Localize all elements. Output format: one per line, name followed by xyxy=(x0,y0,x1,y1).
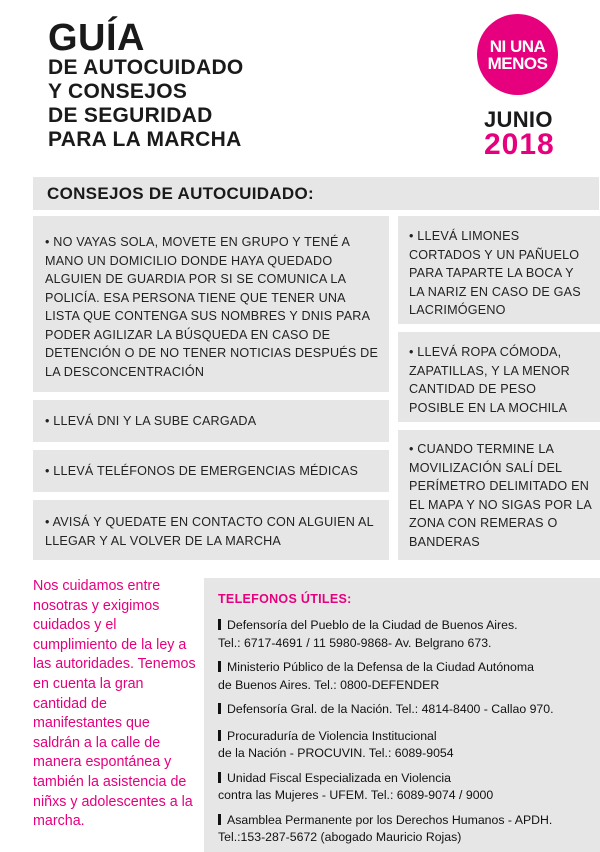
phone-item xyxy=(218,728,588,763)
page-title: GUÍA xyxy=(48,17,145,59)
phone-item-line-2: de la Nación - PROCUVIN. Tel.: 6089-9054 xyxy=(218,746,454,760)
tip-text: • LLEVÁ DNI Y LA SUBE CARGADA xyxy=(45,414,257,428)
tip-text: • AVISÁ Y QUEDATE EN CONTACTO CON ALGUIEN AL LLEGAR Y AL VOLVER DE LA MARCHA xyxy=(45,515,374,548)
subtitle-line-2: Y CONSEJOS xyxy=(48,80,188,103)
phone-item-line-2: contra las Mujeres - UFEM. Tel.: 6089-9074 / 9000 xyxy=(218,788,494,802)
phone-item-line-1: Defensoría Gral. de la Nación. Tel.: 4814-8400 - Callao 970. xyxy=(227,702,554,716)
tip-text: • NO VAYAS SOLA, MOVETE EN GRUPO Y TENÉ A MANO UN DOMICILIO DONDE HAYA QUEDADO ALGUIEN DE GUARDIA POR SI SE COMUNICA LA POLICÍA. ESA PERSONA TIENE QUE TENER UNA LISTA QUE CONTENGA SUS NOMBRES Y DNIS PARA PODER AGILIZAR LA BÚSQUEDA EN CASO DE DETENCIÓN O DE NO TENER NOTICIAS DESPUÉS DE LA DESCONCENTRACIÓN xyxy=(45,235,379,379)
title-block xyxy=(48,17,244,152)
subtitle-line-3: DE SEGURIDAD xyxy=(48,104,213,127)
statement-text: Nos cuidamos entre nosotras y exigimos cuidados y el cumplimiento de la ley a las autoridades. Tenemos en cuenta la gran cantidad de manifestantes que saldrán a la calle de manera espontánea y también la asistencia de niñxs y adolescentes a la marcha. xyxy=(33,578,196,830)
phone-item-line-2: Tel.: 6717-4691 / 11 5980-9868- Av. Belgrano 673. xyxy=(218,635,492,650)
phone-item xyxy=(218,659,588,694)
logo-line-1: NI UNA xyxy=(489,36,546,56)
date-month: JUNIO xyxy=(484,107,553,132)
bullet-icon xyxy=(218,703,221,714)
phone-item xyxy=(218,701,588,719)
tip-text: • CUANDO TERMINE LA MOVILIZACIÓN SALÍ DEL PERÍMETRO DELIMITADO EN EL MAPA Y NO SIGAS POR LA ZONA CON REMERAS O BANDERAS xyxy=(409,442,592,549)
tip-card-left-1 xyxy=(33,216,389,392)
subtitle-line-1: DE AUTOCUIDADO xyxy=(48,56,244,79)
tip-card-right-1 xyxy=(398,216,600,324)
ni-una-menos-logo xyxy=(477,14,558,95)
tip-card-right-2 xyxy=(398,332,600,422)
phone-item xyxy=(218,617,588,652)
tip-card-left-2 xyxy=(33,400,389,442)
phones-box xyxy=(204,578,600,852)
bullet-icon xyxy=(218,772,221,783)
bullet-icon xyxy=(218,661,221,672)
subtitle-line-4: PARA LA MARCHA xyxy=(48,128,242,151)
date-year: 2018 xyxy=(484,128,555,161)
phone-item-line-1: Unidad Fiscal Especializada en Violencia xyxy=(227,770,451,785)
logo-line-2: MENOS xyxy=(487,53,548,73)
phone-item-line-1: Asamblea Permanente por los Derechos Humanos - APDH. xyxy=(227,812,553,827)
tip-card-left-3 xyxy=(33,450,389,492)
phone-item-line-1: Defensoría del Pueblo de la Ciudad de Buenos Aires. xyxy=(227,618,518,632)
bullet-icon xyxy=(218,619,221,630)
phone-item xyxy=(218,770,588,805)
tip-text: • LLEVÁ TELÉFONOS DE EMERGENCIAS MÉDICAS xyxy=(45,464,359,478)
tip-card-left-4 xyxy=(33,500,389,560)
tip-card-right-3 xyxy=(398,430,600,560)
bullet-icon xyxy=(218,814,221,825)
phone-item-line-1: Procuraduría de Violencia Institucional xyxy=(227,728,437,743)
tip-text: • LLEVÁ LIMONES CORTADOS Y UN PAÑUELO PARA TAPARTE LA BOCA Y LA NARIZ EN CASO DE GAS LACRIMÓGENO xyxy=(409,229,581,317)
phone-item xyxy=(218,812,588,847)
section-header: CONSEJOS DE AUTOCUIDADO: xyxy=(33,177,599,210)
phones-title: TELEFONOS ÚTILES: xyxy=(218,592,352,606)
phone-item-line-2: de Buenos Aires. Tel.: 0800-DEFENDER xyxy=(218,677,440,692)
bullet-icon xyxy=(218,730,221,741)
phone-item-line-1: Ministerio Público de la Defensa de la Ciudad Autónoma xyxy=(227,660,534,674)
tip-text: • LLEVÁ ROPA CÓMODA, ZAPATILLAS, Y LA MENOR CANTIDAD DE PESO POSIBLE EN LA MOCHILA xyxy=(409,345,570,415)
phone-item-line-2: Tel.:153-287-5672 (abogado Mauricio Rojas) xyxy=(218,830,462,844)
